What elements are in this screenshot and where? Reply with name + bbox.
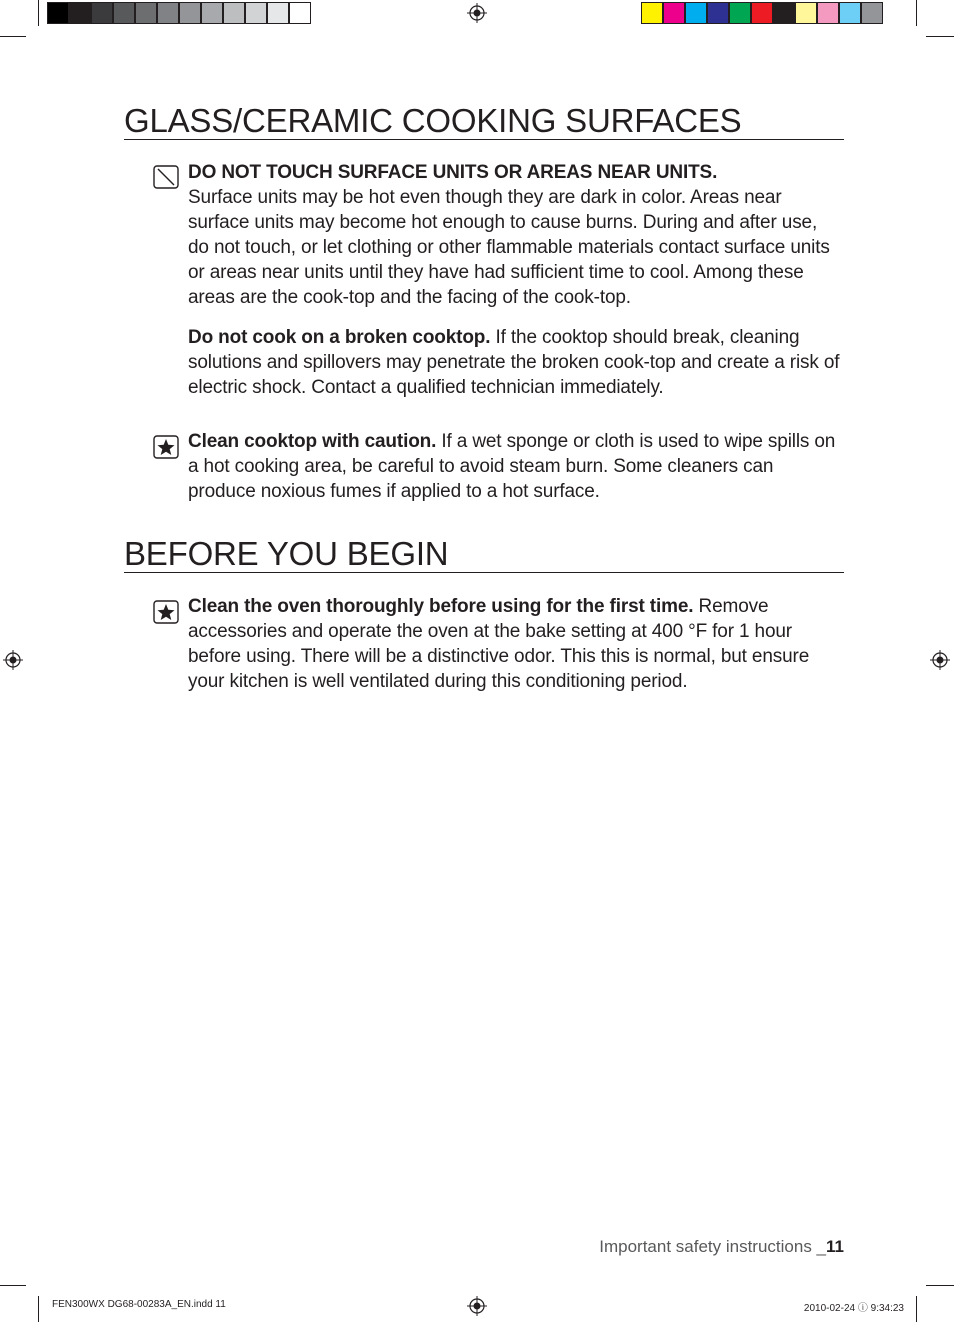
- crop-mark: [38, 0, 39, 26]
- color-swatch: [267, 2, 289, 24]
- footer-label: Important safety instructions _: [599, 1237, 827, 1256]
- prohibited-icon: [153, 165, 179, 189]
- color-swatch: [179, 2, 201, 24]
- section-title-glass-ceramic: GLASS/CERAMIC COOKING SURFACES: [124, 103, 844, 140]
- color-swatch: [47, 2, 69, 24]
- color-swatch: [245, 2, 267, 24]
- color-swatch: [685, 2, 707, 24]
- warning-item-do-not-touch: [188, 160, 843, 400]
- color-swatch: [729, 2, 751, 24]
- color-swatch: [201, 2, 223, 24]
- color-swatch: [817, 2, 839, 24]
- color-swatch: [113, 2, 135, 24]
- crop-mark: [0, 36, 26, 37]
- color-swatch: [641, 2, 663, 24]
- item-lead: Clean the oven thoroughly before using for the first time.: [188, 596, 694, 617]
- crop-mark: [38, 1296, 39, 1322]
- page-number: 11: [826, 1237, 844, 1256]
- caution-item-clean-cooktop: [188, 429, 843, 504]
- crop-mark: [916, 0, 917, 26]
- item-text: If a wet sponge or cloth is used to wipe spills on a hot cooking area, be careful to avoid steam burn. Some cleaners can produce noxious fumes if applied to a hot surface.: [188, 431, 836, 502]
- color-swatch: [135, 2, 157, 24]
- color-swatch: [69, 2, 91, 24]
- section-title-before-you-begin: BEFORE YOU BEGIN: [124, 536, 844, 573]
- grayscale-color-bar: [47, 2, 311, 24]
- color-swatch: [751, 2, 773, 24]
- caution-item-clean-oven: [188, 594, 843, 694]
- page-footer: [599, 1237, 844, 1257]
- color-swatch: [289, 2, 311, 24]
- registration-mark-icon: [467, 3, 487, 23]
- color-swatch: [861, 2, 883, 24]
- caution-star-icon: [153, 600, 179, 624]
- timestamp-slug: 2010-02-24 ⓘ 9:34:23: [803, 1303, 904, 1314]
- caution-star-icon: [153, 435, 179, 459]
- color-swatch: [839, 2, 861, 24]
- crop-mark: [926, 1285, 954, 1286]
- color-swatch: [773, 2, 795, 24]
- item-text: Surface units may be hot even though they are dark in color. Areas near surface units may become hot enough to cause burns. During and after use, do not touch, or let clothing or other flammable materials contact surface units or areas near units until they have had sufficient time to cool. Among these areas are the cook-top and the facing of the cook-top.: [188, 187, 830, 308]
- file-slug: FEN300WX DG68-00283A_EN.indd 11: [52, 1299, 226, 1310]
- color-swatch: [663, 2, 685, 24]
- color-swatch: [157, 2, 179, 24]
- color-swatch: [223, 2, 245, 24]
- color-swatch: [91, 2, 113, 24]
- item-lead: Clean cooktop with caution.: [188, 431, 437, 452]
- crop-mark: [926, 36, 954, 37]
- item-lead: Do not cook on a broken cooktop.: [188, 327, 491, 348]
- item-text: Remove accessories and operate the oven at the bake setting at 400 °F for 1 hour before using. There will be a distinctive odor. This this is normal, but ensure your kitchen is well ventilated during this conditioning period.: [188, 596, 810, 692]
- crop-mark: [0, 1285, 26, 1286]
- color-swatch: [707, 2, 729, 24]
- registration-mark-icon: [3, 650, 23, 670]
- registration-mark-icon: [930, 650, 950, 670]
- color-swatch: [795, 2, 817, 24]
- crop-mark: [916, 1296, 917, 1322]
- item-lead: DO NOT TOUCH SURFACE UNITS OR AREAS NEAR UNITS.: [188, 162, 718, 183]
- item-text: If the cooktop should break, cleaning solutions and spillovers may penetrate the broken cook-top and create a risk of electric shock. Contact a qualified technician immediately.: [188, 327, 840, 398]
- process-color-bar: [641, 2, 883, 24]
- registration-mark-icon: [467, 1296, 487, 1316]
